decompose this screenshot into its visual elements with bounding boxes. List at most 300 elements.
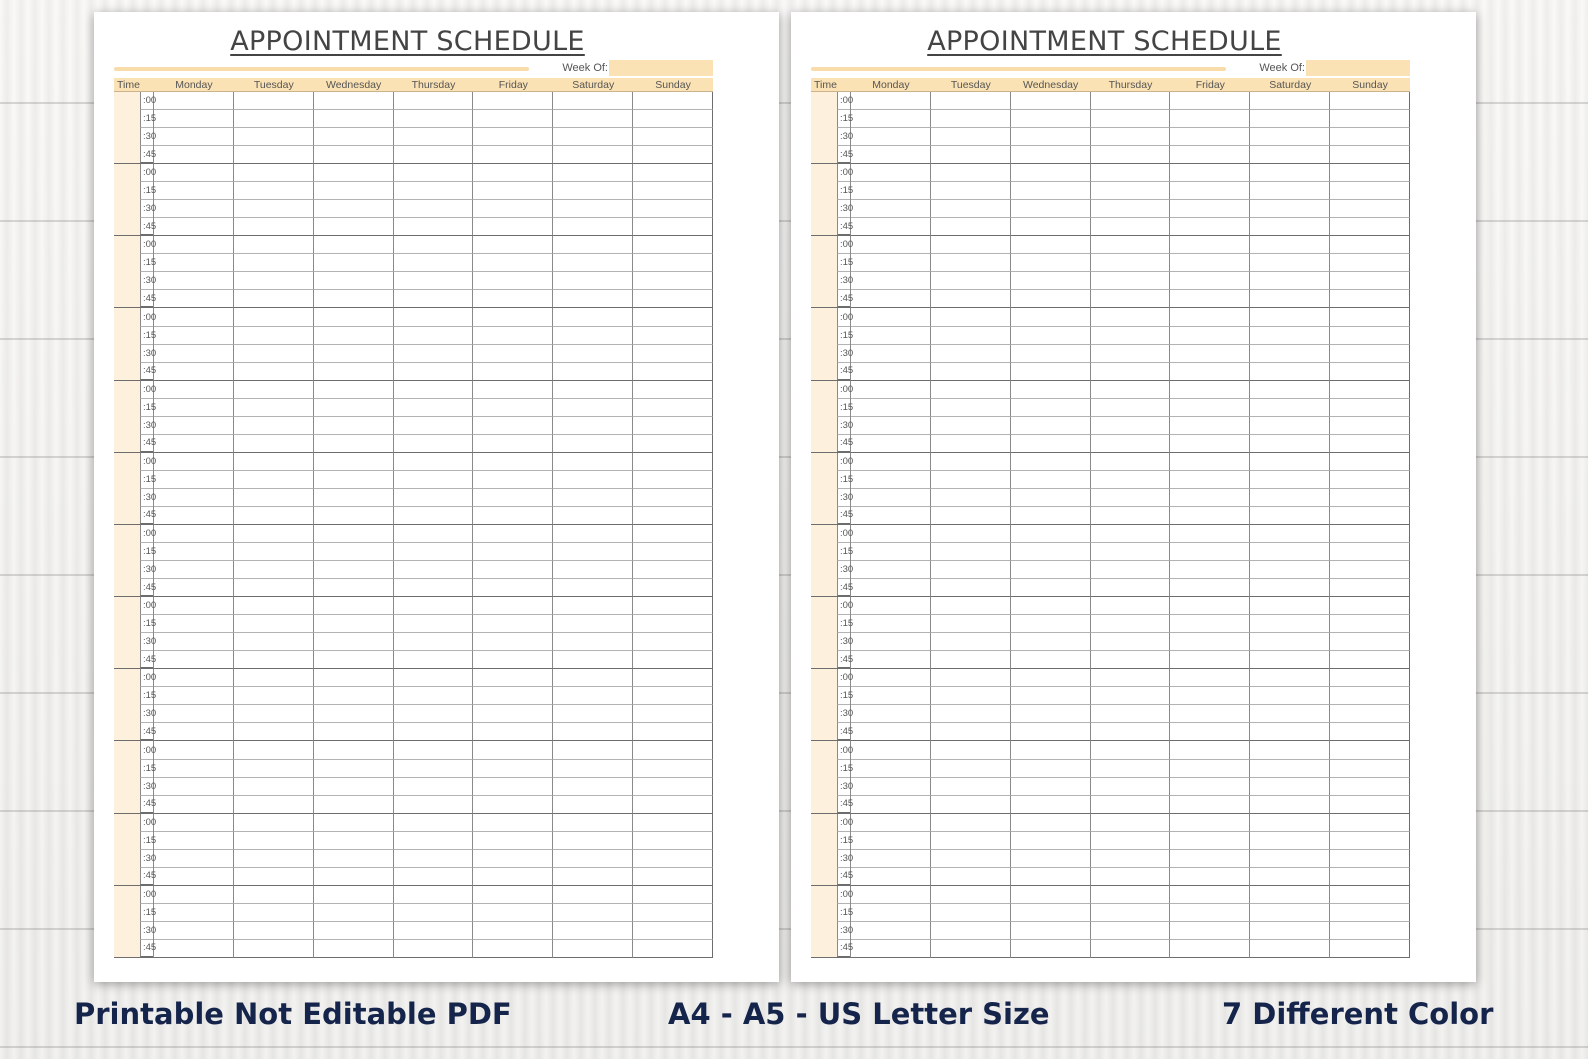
appointment-cell (1170, 381, 1250, 399)
appointment-cell (1330, 110, 1410, 128)
appointment-cell (553, 399, 633, 417)
quarter-hour-label: :15 (140, 687, 153, 705)
quarter-hour-label: :15 (837, 904, 850, 922)
appointment-cell (1091, 218, 1171, 236)
appointment-cell (931, 507, 1011, 525)
appointment-cell (394, 741, 474, 759)
appointment-cell (1170, 471, 1250, 489)
time-slot-cell (114, 218, 157, 236)
appointment-cell (1011, 832, 1091, 850)
appointment-cell (1011, 525, 1091, 543)
time-slot-cell (811, 453, 854, 471)
appointment-cell (1170, 417, 1250, 435)
appointment-cell (473, 796, 553, 814)
appointment-cell (314, 200, 394, 218)
time-slot-cell (114, 868, 157, 886)
quarter-hour-label: :00 (837, 164, 850, 182)
footer-feature-sizes: A4 - A5 - US Letter Size (668, 997, 1050, 1031)
appointment-cell (1091, 904, 1171, 922)
appointment-cell (1250, 579, 1330, 597)
appointment-cell (394, 363, 474, 381)
appointment-cell (931, 236, 1011, 254)
quarter-hour-label: :00 (140, 669, 153, 687)
appointment-cell (553, 525, 633, 543)
appointment-cell (234, 128, 314, 146)
appointment-cell (553, 345, 633, 363)
appointment-cell (394, 597, 474, 615)
appointment-cell (1011, 507, 1091, 525)
appointment-cell (234, 579, 314, 597)
appointment-cell (931, 272, 1011, 290)
appointment-cell (851, 760, 931, 778)
time-slot-cell (114, 399, 157, 417)
appointment-cell (1250, 417, 1330, 435)
appointment-cell (1011, 922, 1091, 940)
appointment-cell (1011, 164, 1091, 182)
appointment-cell (473, 723, 553, 741)
appointment-cell (234, 236, 314, 254)
appointment-cell (314, 796, 394, 814)
appointment-cell (1011, 669, 1091, 687)
appointment-cell (1011, 687, 1091, 705)
appointment-cell (1011, 886, 1091, 904)
time-slot-cell (114, 723, 157, 741)
time-slot-cell (811, 272, 854, 290)
day-header-thursday: Thursday (394, 78, 474, 92)
appointment-cell (851, 705, 931, 723)
time-slot-cell (114, 417, 157, 435)
day-header-tuesday: Tuesday (234, 78, 314, 92)
time-slot-cell (114, 272, 157, 290)
appointment-cell (633, 796, 713, 814)
quarter-hour-label: :15 (837, 687, 850, 705)
appointment-cell (931, 290, 1011, 308)
appointment-cell (553, 381, 633, 399)
appointment-cell (1170, 182, 1250, 200)
appointment-cell (553, 904, 633, 922)
appointment-cell (154, 579, 234, 597)
appointment-cell (553, 922, 633, 940)
appointment-cell (314, 561, 394, 579)
quarter-hour-label: :00 (140, 92, 153, 110)
appointment-cell (851, 435, 931, 453)
appointment-cell (633, 290, 713, 308)
appointment-cell (154, 200, 234, 218)
day-header-monday: Monday (154, 78, 234, 92)
quarter-hour-label: :45 (140, 868, 153, 885)
appointment-cell (553, 832, 633, 850)
appointment-cell (931, 381, 1011, 399)
appointment-cell (1011, 218, 1091, 236)
quarter-hour-label: :30 (837, 778, 850, 796)
appointment-cell (154, 832, 234, 850)
appointment-cell (1091, 561, 1171, 579)
appointment-cell (154, 254, 234, 272)
appointment-cell (1250, 651, 1330, 669)
appointment-cell (314, 760, 394, 778)
appointment-cell (394, 579, 474, 597)
time-slot-cell (114, 633, 157, 651)
appointment-cell (473, 92, 553, 110)
appointment-cell (851, 741, 931, 759)
appointment-cell (473, 940, 553, 958)
time-slot-cell (114, 290, 157, 308)
appointment-cell (1011, 92, 1091, 110)
appointment-cell (154, 651, 234, 669)
appointment-cell (234, 146, 314, 164)
quarter-hour-label: :15 (837, 254, 850, 272)
time-slot-cell (114, 471, 157, 489)
time-slot-cell (811, 940, 854, 958)
appointment-cell (553, 669, 633, 687)
appointment-cell (1011, 272, 1091, 290)
appointment-cell (1170, 850, 1250, 868)
time-slot-cell (811, 128, 854, 146)
appointment-cell (1091, 110, 1171, 128)
time-slot-cell (811, 579, 854, 597)
quarter-hour-label: :45 (140, 363, 153, 380)
appointment-cell (633, 381, 713, 399)
time-slot-cell (114, 850, 157, 868)
appointment-cell (473, 417, 553, 435)
appointment-cell (931, 561, 1011, 579)
appointment-cell (234, 164, 314, 182)
appointment-cell (1091, 435, 1171, 453)
appointment-cell (851, 525, 931, 543)
day-header-wednesday: Wednesday (314, 78, 394, 92)
appointment-cell (851, 651, 931, 669)
appointment-cell (633, 940, 713, 958)
appointment-cell (154, 597, 234, 615)
appointment-cell (234, 687, 314, 705)
appointment-cell (851, 146, 931, 164)
appointment-cell (394, 723, 474, 741)
time-slot-cell (114, 200, 157, 218)
time-slot-cell (114, 597, 157, 615)
quarter-hour-label: :30 (140, 850, 153, 868)
appointment-cell (154, 615, 234, 633)
quarter-hour-label: :00 (837, 597, 850, 615)
appointment-cell (1091, 327, 1171, 345)
time-slot-cell (114, 651, 157, 669)
quarter-hour-label: :15 (837, 832, 850, 850)
appointment-cell (1330, 417, 1410, 435)
appointment-cell (154, 687, 234, 705)
quarter-hour-label: :00 (837, 453, 850, 471)
appointment-cell (154, 922, 234, 940)
appointment-cell (1170, 705, 1250, 723)
appointment-cell (1011, 705, 1091, 723)
appointment-cell (1170, 327, 1250, 345)
appointment-cell (234, 254, 314, 272)
appointment-cell (154, 868, 234, 886)
appointment-cell (1250, 363, 1330, 381)
quarter-hour-label: :30 (140, 633, 153, 651)
day-header-monday: Monday (851, 78, 931, 92)
appointment-cell (234, 110, 314, 128)
appointment-cell (1011, 561, 1091, 579)
appointment-cell (1011, 128, 1091, 146)
title-underline-bar (811, 67, 1226, 71)
appointment-cell (473, 525, 553, 543)
appointment-cell (1250, 778, 1330, 796)
appointment-cell (473, 182, 553, 200)
quarter-hour-label: :45 (140, 507, 153, 524)
time-slot-cell (811, 669, 854, 687)
appointment-cell (553, 886, 633, 904)
appointment-cell (553, 471, 633, 489)
appointment-cell (1011, 651, 1091, 669)
appointment-cell (394, 272, 474, 290)
quarter-hour-label: :30 (837, 489, 850, 507)
quarter-hour-label: :45 (140, 940, 153, 957)
appointment-cell (1330, 741, 1410, 759)
quarter-hour-label: :00 (140, 381, 153, 399)
appointment-cell (1170, 507, 1250, 525)
appointment-cell (633, 868, 713, 886)
appointment-cell (234, 218, 314, 236)
quarter-hour-label: :00 (837, 92, 850, 110)
appointment-cell (1170, 597, 1250, 615)
appointment-cell (234, 832, 314, 850)
appointment-cell (473, 814, 553, 832)
appointment-cell (633, 705, 713, 723)
appointment-cell (1011, 543, 1091, 561)
appointment-cell (234, 741, 314, 759)
quarter-hour-label: :00 (140, 741, 153, 759)
appointment-cell (473, 886, 553, 904)
appointment-cell (633, 200, 713, 218)
appointment-cell (234, 363, 314, 381)
quarter-hour-label: :15 (837, 327, 850, 345)
appointment-cell (633, 597, 713, 615)
appointment-cell (394, 164, 474, 182)
time-column-header: Time (114, 78, 154, 92)
appointment-cell (553, 218, 633, 236)
appointment-cell (473, 868, 553, 886)
appointment-cell (394, 922, 474, 940)
time-slot-cell (811, 218, 854, 236)
appointment-cell (931, 327, 1011, 345)
appointment-cell (394, 651, 474, 669)
appointment-cell (473, 705, 553, 723)
time-slot-cell (811, 561, 854, 579)
appointment-cell (851, 940, 931, 958)
appointment-cell (1170, 868, 1250, 886)
quarter-hour-label: :30 (140, 128, 153, 146)
appointment-cell (473, 345, 553, 363)
appointment-cell (394, 705, 474, 723)
appointment-cell (1250, 489, 1330, 507)
quarter-hour-label: :15 (140, 399, 153, 417)
appointment-cell (633, 417, 713, 435)
appointment-cell (394, 525, 474, 543)
appointment-cell (234, 345, 314, 363)
schedule-grid (811, 78, 1410, 958)
appointment-cell (633, 399, 713, 417)
appointment-cell (314, 850, 394, 868)
planner-page-right (791, 12, 1476, 982)
quarter-hour-label: :00 (837, 308, 850, 326)
time-slot-cell (114, 345, 157, 363)
appointment-cell (1330, 525, 1410, 543)
appointment-cell (1091, 200, 1171, 218)
day-header-saturday: Saturday (1250, 78, 1330, 92)
appointment-cell (1170, 525, 1250, 543)
appointment-cell (1250, 723, 1330, 741)
appointment-cell (1011, 327, 1091, 345)
appointment-cell (633, 272, 713, 290)
appointment-cell (154, 669, 234, 687)
quarter-hour-label: :00 (837, 236, 850, 254)
appointment-cell (1091, 92, 1171, 110)
quarter-hour-label: :15 (140, 904, 153, 922)
appointment-cell (851, 832, 931, 850)
appointment-cell (234, 399, 314, 417)
time-slot-cell (811, 308, 854, 326)
appointment-cell (1091, 814, 1171, 832)
appointment-cell (154, 182, 234, 200)
appointment-cell (314, 308, 394, 326)
appointment-cell (314, 435, 394, 453)
appointment-cell (473, 164, 553, 182)
appointment-cell (931, 760, 1011, 778)
appointment-cell (473, 236, 553, 254)
appointment-cell (394, 561, 474, 579)
appointment-cell (1250, 381, 1330, 399)
appointment-cell (931, 453, 1011, 471)
appointment-cell (314, 236, 394, 254)
appointment-cell (473, 904, 553, 922)
appointment-cell (931, 110, 1011, 128)
appointment-cell (1170, 886, 1250, 904)
appointment-cell (473, 687, 553, 705)
time-slot-cell (811, 146, 854, 164)
appointment-cell (1091, 146, 1171, 164)
appointment-cell (553, 146, 633, 164)
quarter-hour-label: :45 (140, 218, 153, 235)
quarter-hour-label: :30 (837, 272, 850, 290)
appointment-cell (473, 290, 553, 308)
time-slot-cell (811, 904, 854, 922)
appointment-cell (1250, 525, 1330, 543)
appointment-cell (931, 922, 1011, 940)
appointment-cell (851, 796, 931, 814)
appointment-cell (394, 254, 474, 272)
appointment-cell (1011, 796, 1091, 814)
time-slot-cell (811, 363, 854, 381)
time-slot-cell (114, 327, 157, 345)
appointment-cell (633, 254, 713, 272)
appointment-cell (1011, 850, 1091, 868)
appointment-cell (931, 435, 1011, 453)
appointment-cell (931, 92, 1011, 110)
appointment-cell (633, 471, 713, 489)
appointment-cell (1250, 471, 1330, 489)
appointment-cell (1250, 290, 1330, 308)
appointment-cell (1170, 345, 1250, 363)
appointment-cell (473, 254, 553, 272)
appointment-cell (234, 308, 314, 326)
quarter-hour-label: :45 (140, 579, 153, 596)
time-slot-cell (811, 182, 854, 200)
appointment-cell (851, 200, 931, 218)
appointment-cell (1170, 453, 1250, 471)
time-slot-cell (811, 814, 854, 832)
appointment-cell (1330, 308, 1410, 326)
appointment-cell (1250, 597, 1330, 615)
appointment-cell (473, 272, 553, 290)
appointment-cell (1330, 832, 1410, 850)
appointment-cell (1011, 904, 1091, 922)
time-slot-cell (811, 254, 854, 272)
appointment-cell (633, 886, 713, 904)
appointment-cell (633, 327, 713, 345)
quarter-hour-label: :00 (140, 814, 153, 832)
appointment-cell (1091, 687, 1171, 705)
time-slot-cell (114, 561, 157, 579)
appointment-cell (1250, 272, 1330, 290)
appointment-cell (1091, 633, 1171, 651)
appointment-cell (1091, 182, 1171, 200)
appointment-cell (1170, 669, 1250, 687)
appointment-cell (234, 435, 314, 453)
appointment-cell (394, 471, 474, 489)
time-slot-cell (811, 705, 854, 723)
day-header-saturday: Saturday (553, 78, 633, 92)
appointment-cell (394, 507, 474, 525)
appointment-cell (314, 399, 394, 417)
appointment-cell (154, 381, 234, 399)
quarter-hour-label: :15 (140, 832, 153, 850)
appointment-cell (1170, 308, 1250, 326)
appointment-cell (931, 886, 1011, 904)
appointment-cell (553, 543, 633, 561)
appointment-cell (553, 814, 633, 832)
appointment-cell (1170, 290, 1250, 308)
quarter-hour-label: :45 (837, 218, 850, 235)
appointment-cell (394, 345, 474, 363)
appointment-cell (1330, 236, 1410, 254)
appointment-cell (473, 471, 553, 489)
time-slot-cell (114, 92, 157, 110)
appointment-cell (394, 832, 474, 850)
appointment-cell (394, 814, 474, 832)
appointment-cell (851, 868, 931, 886)
appointment-cell (473, 489, 553, 507)
appointment-cell (1011, 381, 1091, 399)
appointment-cell (234, 507, 314, 525)
appointment-cell (851, 272, 931, 290)
appointment-cell (931, 796, 1011, 814)
appointment-cell (234, 886, 314, 904)
appointment-cell (1011, 345, 1091, 363)
footer-feature-pdf: Printable Not Editable PDF (74, 997, 512, 1031)
appointment-cell (154, 399, 234, 417)
appointment-cell (851, 327, 931, 345)
time-slot-cell (811, 597, 854, 615)
appointment-cell (1330, 597, 1410, 615)
appointment-cell (851, 381, 931, 399)
appointment-cell (234, 922, 314, 940)
appointment-cell (1250, 200, 1330, 218)
appointment-cell (1011, 290, 1091, 308)
appointment-cell (234, 417, 314, 435)
appointment-cell (154, 543, 234, 561)
quarter-hour-label: :45 (837, 796, 850, 813)
appointment-cell (1011, 110, 1091, 128)
appointment-cell (473, 579, 553, 597)
